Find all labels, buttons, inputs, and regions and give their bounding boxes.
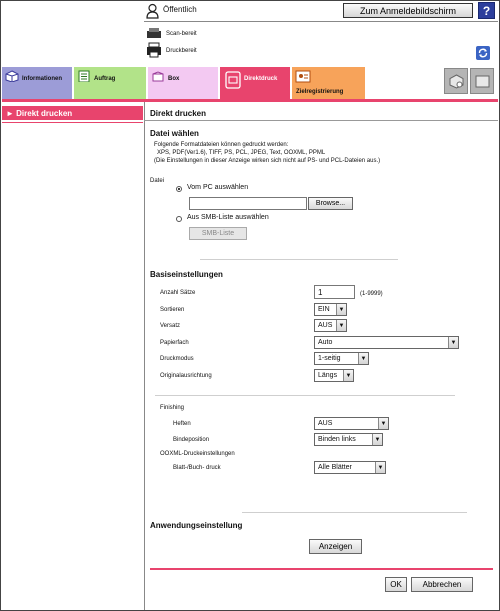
title-divider	[144, 120, 498, 121]
page-title: Direkt drucken	[150, 109, 207, 118]
radio-smb-list[interactable]	[176, 216, 182, 222]
chevron-down-icon: ▼	[375, 462, 385, 473]
smb-list-button[interactable]: SMB-Liste	[189, 227, 247, 240]
ooxml-settings-label: OOXML-Druckeinstellungen	[160, 451, 235, 457]
user-label: Öffentlich	[163, 5, 197, 14]
section-divider	[242, 512, 467, 513]
radio-from-pc-label: Vom PC auswählen	[187, 184, 249, 191]
application-settings-heading: Anwendungseinstellung	[150, 521, 243, 530]
paper-tray-label: Papierfach	[160, 340, 189, 346]
info-cube-icon	[5, 70, 19, 82]
tab-label: Direktdruck	[244, 76, 278, 82]
tab-accent-strip	[2, 99, 498, 102]
footer-accent-line	[150, 568, 493, 570]
format-description-line1: Folgende Formatdateien können gedruckt werden:	[154, 142, 289, 148]
copies-range: (1-9999)	[360, 291, 383, 297]
tab-box[interactable]	[148, 67, 218, 100]
header-divider	[144, 21, 498, 22]
tab-auftrag[interactable]	[74, 67, 146, 100]
print-mode-value: 1-seitig	[318, 355, 341, 362]
tab-direktdruck[interactable]	[220, 67, 290, 100]
tab-label: Informationen	[22, 76, 62, 82]
section-divider	[155, 395, 455, 396]
utility-cube-icon	[449, 74, 464, 89]
chevron-down-icon: ▼	[372, 434, 382, 445]
binding-position-value: Binden links	[318, 436, 356, 443]
box-icon	[151, 70, 165, 82]
tab-label: Auftrag	[94, 76, 116, 82]
sidebar-item-direkt-drucken[interactable]: ► Direkt drucken	[2, 106, 143, 120]
paper-tray-select[interactable]	[314, 336, 459, 349]
basic-settings-heading: Basiseinstellungen	[150, 270, 223, 279]
job-list-icon	[77, 70, 91, 82]
tab-label: Box	[168, 76, 180, 82]
offset-select[interactable]	[314, 319, 347, 332]
orientation-select[interactable]	[314, 369, 354, 382]
custom-tab[interactable]	[470, 68, 494, 94]
orientation-value: Längs	[318, 372, 338, 379]
offset-value: AUS	[318, 322, 333, 329]
tab-label: Zielregistrierung	[296, 89, 344, 95]
radio-from-pc[interactable]	[176, 186, 182, 192]
binding-position-label: Bindeposition	[173, 437, 210, 443]
copies-input[interactable]: 1	[314, 285, 355, 299]
utility-tab[interactable]	[444, 68, 468, 94]
finishing-heading: Finishing	[160, 405, 185, 411]
print-mode-select[interactable]	[314, 352, 369, 365]
section-divider	[200, 259, 398, 260]
format-description-line2: XPS, PDF(Ver1.6), TIFF, PS, PCL, JPEG, Text, OOXML, PPML	[157, 150, 326, 156]
radio-smb-list-label: Aus SMB-Liste auswählen	[187, 214, 269, 221]
sort-select[interactable]	[314, 303, 347, 316]
chevron-down-icon: ▼	[378, 418, 388, 429]
help-button[interactable]: ?	[478, 2, 495, 19]
sheet-book-print-label: Blatt-/Buch- druck	[173, 465, 221, 471]
destination-icon	[295, 70, 311, 84]
ok-button[interactable]: OK	[385, 577, 407, 592]
sort-value: EIN	[318, 306, 330, 313]
print-mode-label: Druckmodus	[160, 356, 194, 362]
printer-icon	[146, 42, 162, 58]
sheet-book-print-select[interactable]	[314, 461, 386, 474]
binding-position-select[interactable]	[314, 433, 383, 446]
show-button[interactable]: Anzeigen	[309, 539, 362, 554]
chevron-down-icon: ▼	[336, 304, 346, 315]
panel-icon	[475, 75, 490, 88]
scanner-icon	[146, 27, 162, 39]
orientation-label: Originalausrichtung	[160, 373, 212, 379]
staple-value: AUS	[318, 420, 333, 427]
file-path-field[interactable]	[189, 197, 307, 210]
chevron-down-icon: ▼	[343, 370, 353, 381]
sort-label: Sortieren	[160, 307, 185, 313]
browse-button[interactable]: Browse...	[308, 197, 353, 210]
refresh-icon[interactable]	[476, 46, 490, 60]
print-status-label: Druckbereit	[166, 48, 197, 54]
sidebar-divider	[2, 122, 143, 123]
chevron-down-icon: ▼	[336, 320, 346, 331]
sheet-book-print-value: Alle Blätter	[318, 464, 352, 471]
chevron-down-icon: ▼	[358, 353, 368, 364]
chevron-down-icon: ▼	[448, 337, 458, 348]
staple-select[interactable]	[314, 417, 389, 430]
copies-label: Anzahl Sätze	[160, 290, 196, 296]
paper-tray-value: Auto	[318, 339, 333, 346]
file-label: Datei	[150, 178, 165, 184]
scan-status-label: Scan-bereit	[166, 31, 197, 37]
staple-label: Heften	[173, 421, 191, 427]
file-section-heading: Datei wählen	[150, 129, 199, 138]
direct-print-icon	[225, 71, 241, 89]
cancel-button[interactable]: Abbrechen	[411, 577, 473, 592]
tab-informationen[interactable]	[2, 67, 72, 100]
user-icon	[146, 3, 159, 19]
sidebar-border	[144, 102, 145, 610]
offset-label: Versatz	[160, 323, 181, 329]
tab-zielregistrierung[interactable]	[292, 67, 365, 100]
login-screen-button[interactable]: Zum Anmeldebildschirm	[343, 3, 473, 18]
format-description-line3: (Die Einstellungen in dieser Anzeige wirken sich nicht auf PS- und PCL-Dateien aus.)	[154, 158, 381, 164]
